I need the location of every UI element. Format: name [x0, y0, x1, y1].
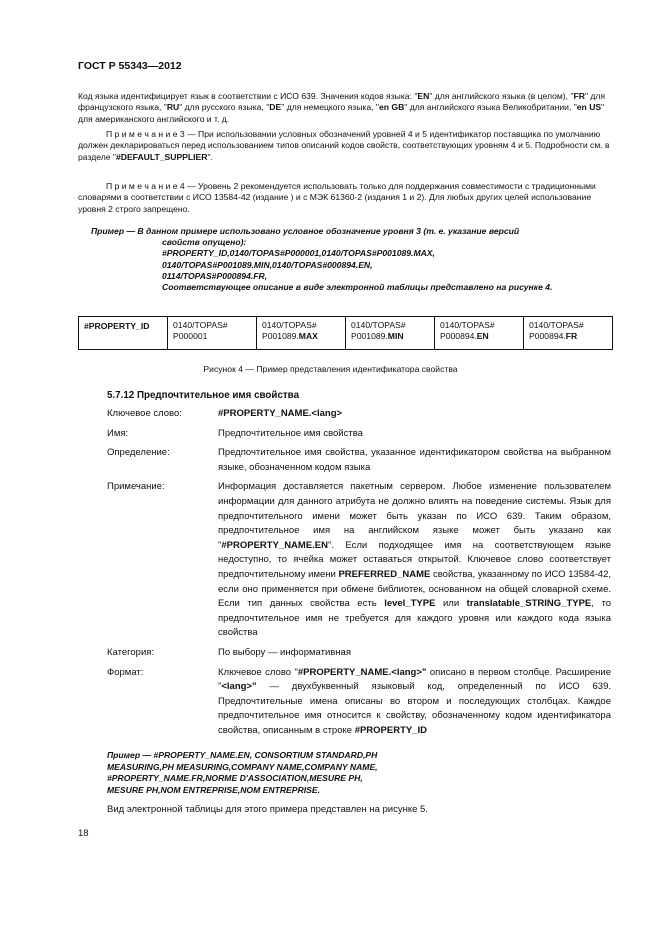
example-2: Пример — #PROPERTY_NAME.EN, CONSORTIUM STANDARD,PH MEASURING,PH MEASURING,COMPANY NAME,COMPANY NAME, #PROPERTY_NAME.FR,NORME D'ASSOCIATION,MESURE PH, MESURE PH,NOM ENTREPRISE,NOM ENTREPRISE.: [107, 750, 378, 795]
definition-row-format: Формат: Ключевое слово "#PROPERTY_NAME.<lang>" описано в первом столбце. Расширение "<lang>" — двухбуквенный языковый код, определенный по ИСО 639. Предпочтительные имена описаны во втором и последующих столбцах. Каждое предпочтительное имя относится к свойству, обозначенному кодом идентификатора свойства, описанным в строке #PROPERTY_ID: [107, 666, 611, 736]
table-row: [79, 317, 613, 350]
definition-row-keyword: Ключевое слово: #PROPERTY_NAME.<lang>: [107, 408, 343, 419]
definition-row-definition: Определение: Предпочтительное имя свойства, указанное идентификатором свойства на выбранном языке, обозначенном кодом языка: [107, 447, 611, 473]
table-cell: 0140/TOPAS# P000894.FR: [524, 317, 613, 350]
figure-4-table: [78, 316, 613, 350]
note-4: П р и м е ч а н и е 4 — Уровень 2 рекомендуется использовать только для поддержания совместимости с традиционными словарями в соответствии с ИСО 13584-42 (издание ) и с МЭК 61360-2 (издания 1 и 2). Для любых других целей использование уровня 2 строго запрещено.: [78, 181, 596, 214]
example-1: Пример — В данном примере использовано условное обозначение уровня 3 (т. е. указание версий свойств опущено): #PROPERTY_ID,0140/TOPAS#P000001,0140/TOPAS#P001089.MAX, 0140/TOPAS#P001089.MIN,0140/TOPAS#000894.EN, 0114/TOPAS#P000894.FR, Соответствующее описание в виде электронной таблицы представлено на рисунке 4.: [91, 226, 553, 293]
closing-sentence: Вид электронной таблицы для этого примера представлен на рисунке 5.: [107, 804, 428, 815]
paragraph-language-codes: Код языка идентифицирует язык в соответствии с ИСО 639. Значения кодов языка: "EN" для английского языка (в целом), "FR" для французского языка, "RU" для русского языка, "DE" для немецкого языка, "en GB" для английского языка Великобритании, "en US" для американского английского и т. д.: [78, 91, 606, 124]
document-header: ГОСТ Р 55343—2012: [78, 60, 182, 72]
table-header-cell: #PROPERTY_ID: [79, 317, 168, 350]
table-cell: 0140/TOPAS# P001089.MIN: [346, 317, 435, 350]
figure-4-caption: Рисунок 4 — Пример представления идентификатора свойства: [203, 364, 458, 374]
definition-list: [107, 407, 611, 743]
definition-row-name: Имя: Предпочтительное имя свойства: [107, 427, 363, 439]
definition-row-category: Категория: По выбору — информативная: [107, 646, 351, 658]
note-3: П р и м е ч а н и е 3 — При использовании условных обозначений уровней 4 и 5 идентификатор поставщика по умолчанию должен декларироваться перед использованием типов описаний кодов свойств, соответствующих уровням 4 и 5. Подробности см. в разделе "#DEFAULT_SUPPLIER".: [78, 129, 610, 162]
page-number: 18: [78, 828, 89, 839]
table-cell: 0140/TOPAS# P000001: [168, 317, 257, 350]
definition-row-remark: Примечание: Информация доставляется пакетным сервером. Любое изменение пользователем информации для данного атрибута не должно влиять на поведение системы. Язык для предпочтительного имени может быть указан по ИСО 639. Таким образом, предпочтительное имя на английском языке может быть указано как "#PROPERTY_NAME.EN". Если подходящее имя на соответствующем языке недоступно, то ячейка может оставаться открытой. Ключевое слово соответствует предпочтительному имени PREFERRED_NAME свойства, указанному по ИСО 13584-42, если оно применяется при обмене библиотек, основанном на общей словарной схеме. Если тип данных свойства есть level_TYPE или translatable_STRING_TYPE, то предпочтительное имя не требуется для каждого уровня или каждого кода языка свойства: [107, 481, 611, 639]
table-cell: 0140/TOPAS# P000894.EN: [435, 317, 524, 350]
section-title: 5.7.12 Предпочтительное имя свойства: [107, 390, 300, 401]
table-cell: 0140/TOPAS# P001089.MAX: [257, 317, 346, 350]
